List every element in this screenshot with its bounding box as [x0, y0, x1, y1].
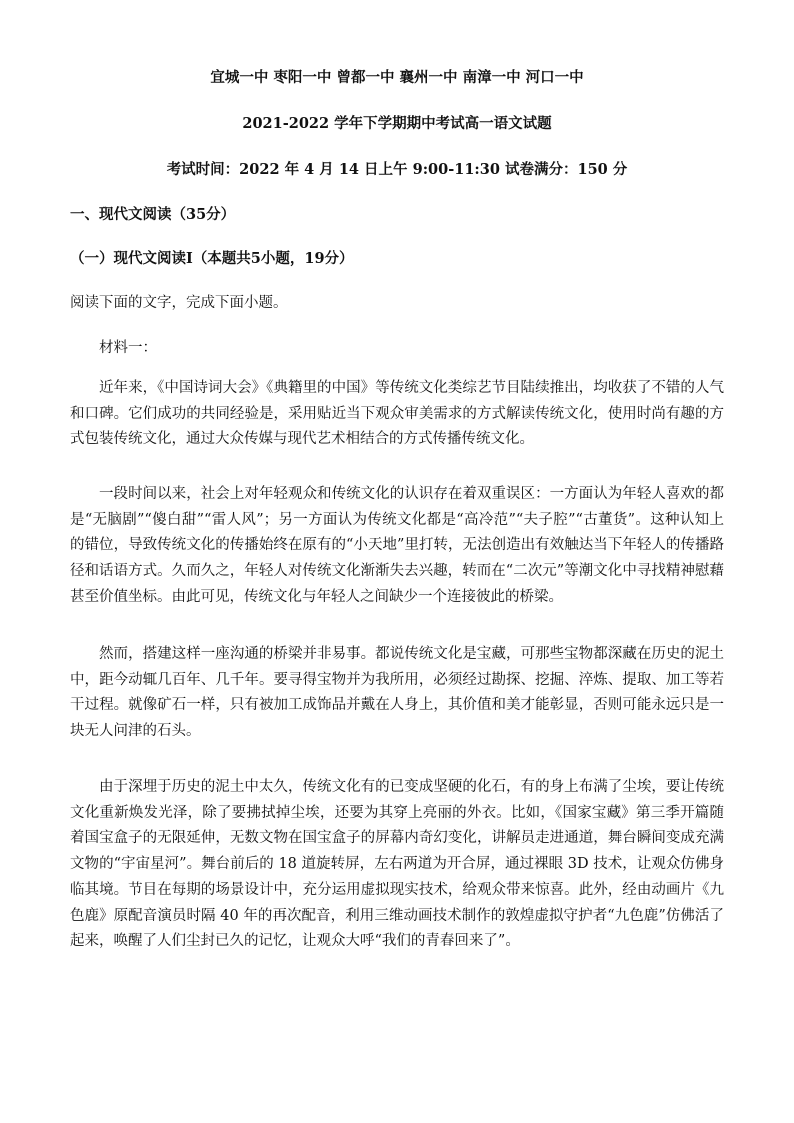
- school-list: 宜城一中 枣阳一中 曾都一中 襄州一中 南漳一中 河口一中: [210, 69, 584, 86]
- paragraph-2: 一段时间以来，社会上对年轻观众和传统文化的认识存在着双重误区：一方面认为年轻人喜欢的都是“无脑剧”“傻白甜”“雷人风”；另一方面认为传统文化都是“高冷范”“夫子腔”“古董货”。这种认知上的错位，导致传统文化的传播始终在原有的“小天地”里打转，无法创造出有效触达当下年轻人的传播路径和话语方式。久而久之，年轻人对传统文化渐渐失去兴趣，转而在“二次元”等潮文化中寻找精神慰藉甚至价值坐标。由此可见，传统文化与年轻人之间缺少一个连接彼此的桥梁。: [70, 486, 724, 605]
- section-heading-reading: 一、现代文阅读（35分）: [70, 206, 236, 223]
- material-label: 材料一：: [99, 340, 157, 356]
- reading-instruction: 阅读下面的文字，完成下面小题。: [70, 295, 288, 311]
- exam-title: 2021-2022 学年下学期期中考试高一语文试题: [242, 115, 552, 132]
- paragraph-4: 由于深埋于历史的泥土中太久，传统文化有的已变成坚硬的化石，有的身上布满了尘埃，要让传统文化重新焕发光泽，除了要拂拭掉尘埃，还要为其穿上亮丽的外衣。比如，《国家宝藏》第三季开篇随着国宝盒子的无限延伸，无数文物在国宝盒子的屏幕内奇幻变化，讲解员走进通道，舞台瞬间变成充满文物的“宇宙星河”。舞台前后的 18 道旋转屏，左右两道为开合屏，通过裸眼 3D 技术，让观众仿佛身临其境。节目在每期的场景设计中，充分运用虚拟现实技术，给观众带来惊喜。此外，经由动画片《九色鹿》原配音演员时隔 40 年的再次配音，利用三维动画技术制作的敦煌虚拟守护者“九色鹿”仿佛活了起来，唤醒了人们尘封已久的记忆，让观众大呼“我们的青春回来了”。: [70, 779, 724, 950]
- subsection-heading-reading-1: （一）现代文阅读Ⅰ（本题共5小题，19分）: [70, 250, 354, 267]
- paragraph-3: 然而，搭建这样一座沟通的桥梁并非易事。都说传统文化是宝藏，可那些宝物都深藏在历史的泥土中，距今动辄几百年、几千年。要寻得宝物并为我所用，必须经过勘探、挖掘、淬炼、提取、加工等若干过程。就像矿石一样，只有被加工成饰品并戴在人身上，其价值和美才能彰显，否则可能永远只是一块无人问津的石头。: [70, 646, 724, 740]
- paragraph-1: 近年来，《中国诗词大会》《典籍里的中国》等传统文化类综艺节目陆续推出，均收获了不错的人气和口碑。它们成功的共同经验是，采用贴近当下观众审美需求的方式解读传统文化，使用时尚有趣的方式包装传统文化，通过大众传媒与现代艺术相结合的方式传播传统文化。: [70, 380, 724, 448]
- exam-info: 考试时间：2022 年 4 月 14 日上午 9:00-11:30 试卷满分：150 分: [166, 161, 628, 178]
